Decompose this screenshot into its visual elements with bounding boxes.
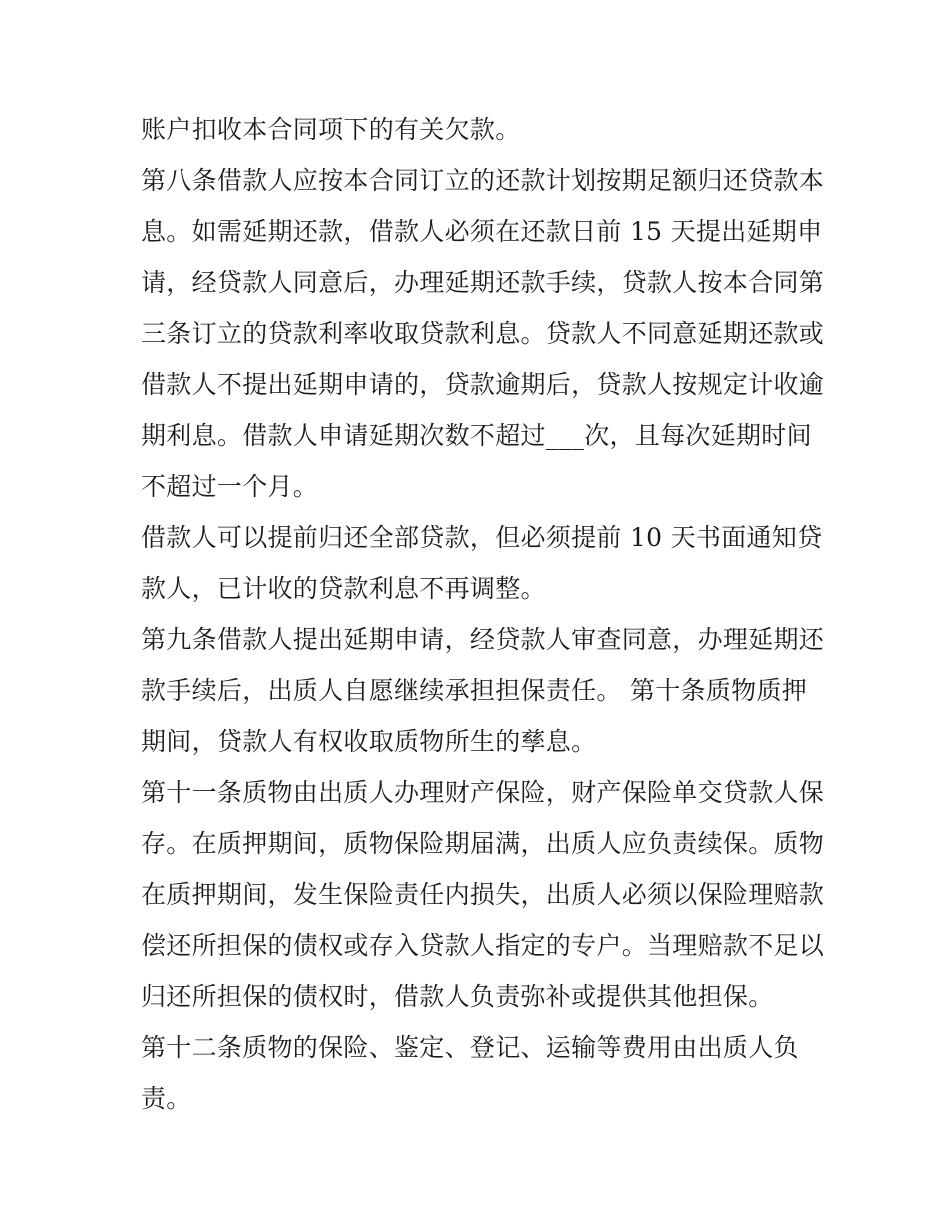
text-line: 账户扣收本合同项下的有关欠款。 xyxy=(141,115,521,144)
text-line: 在质押期间，发生保险责任内损失，出质人必须以保险理赔款 xyxy=(141,880,825,909)
text-line: 不超过一个月。 xyxy=(141,472,319,501)
text-line: 归还所担保的债权时，借款人负责弥补或提供其他担保。 xyxy=(141,982,774,1011)
text-line: 借款人可以提前归还全部贷款，但必须提前 10 天书面通知贷 xyxy=(141,523,823,552)
text-line: 借款人不提出延期申请的，贷款逾期后，贷款人按规定计收逾 xyxy=(141,370,825,399)
text-line: 第八条借款人应按本合同订立的还款计划按期足额归还贷款本 xyxy=(141,166,825,195)
text-line: 存。在质押期间，质物保险期届满，出质人应负责续保。质物 xyxy=(141,829,825,858)
text-line: 三条订立的贷款利率收取贷款利息。贷款人不同意延期还款或 xyxy=(141,319,825,348)
text-line: 款人，已计收的贷款利息不再调整。 xyxy=(141,574,546,603)
text-line: 偿还所担保的债权或存入贷款人指定的专户。当理赔款不足以 xyxy=(141,931,825,960)
text-line: 期利息。借款人申请延期次数不超过___次，且每次延期时间 xyxy=(141,421,812,450)
text-line: 期间，贷款人有权收取质物所生的孳息。 xyxy=(141,727,597,756)
text-line: 责。 xyxy=(141,1084,192,1113)
document-body xyxy=(141,104,825,1124)
text-line: 请，经贷款人同意后，办理延期还款手续，贷款人按本合同第 xyxy=(141,268,825,297)
text-line: 第十二条质物的保险、鉴定、登记、运输等费用由出质人负 xyxy=(141,1033,799,1062)
text-line: 息。如需延期还款，借款人必须在还款日前 15 天提出延期申 xyxy=(141,217,823,246)
text-line: 款手续后，出质人自愿继续承担担保责任。 第十条质物质押 xyxy=(141,676,808,705)
text-line: 第九条借款人提出延期申请，经贷款人审查同意，办理延期还 xyxy=(141,625,825,654)
text-line: 第十一条质物由出质人办理财产保险，财产保险单交贷款人保 xyxy=(141,778,825,807)
